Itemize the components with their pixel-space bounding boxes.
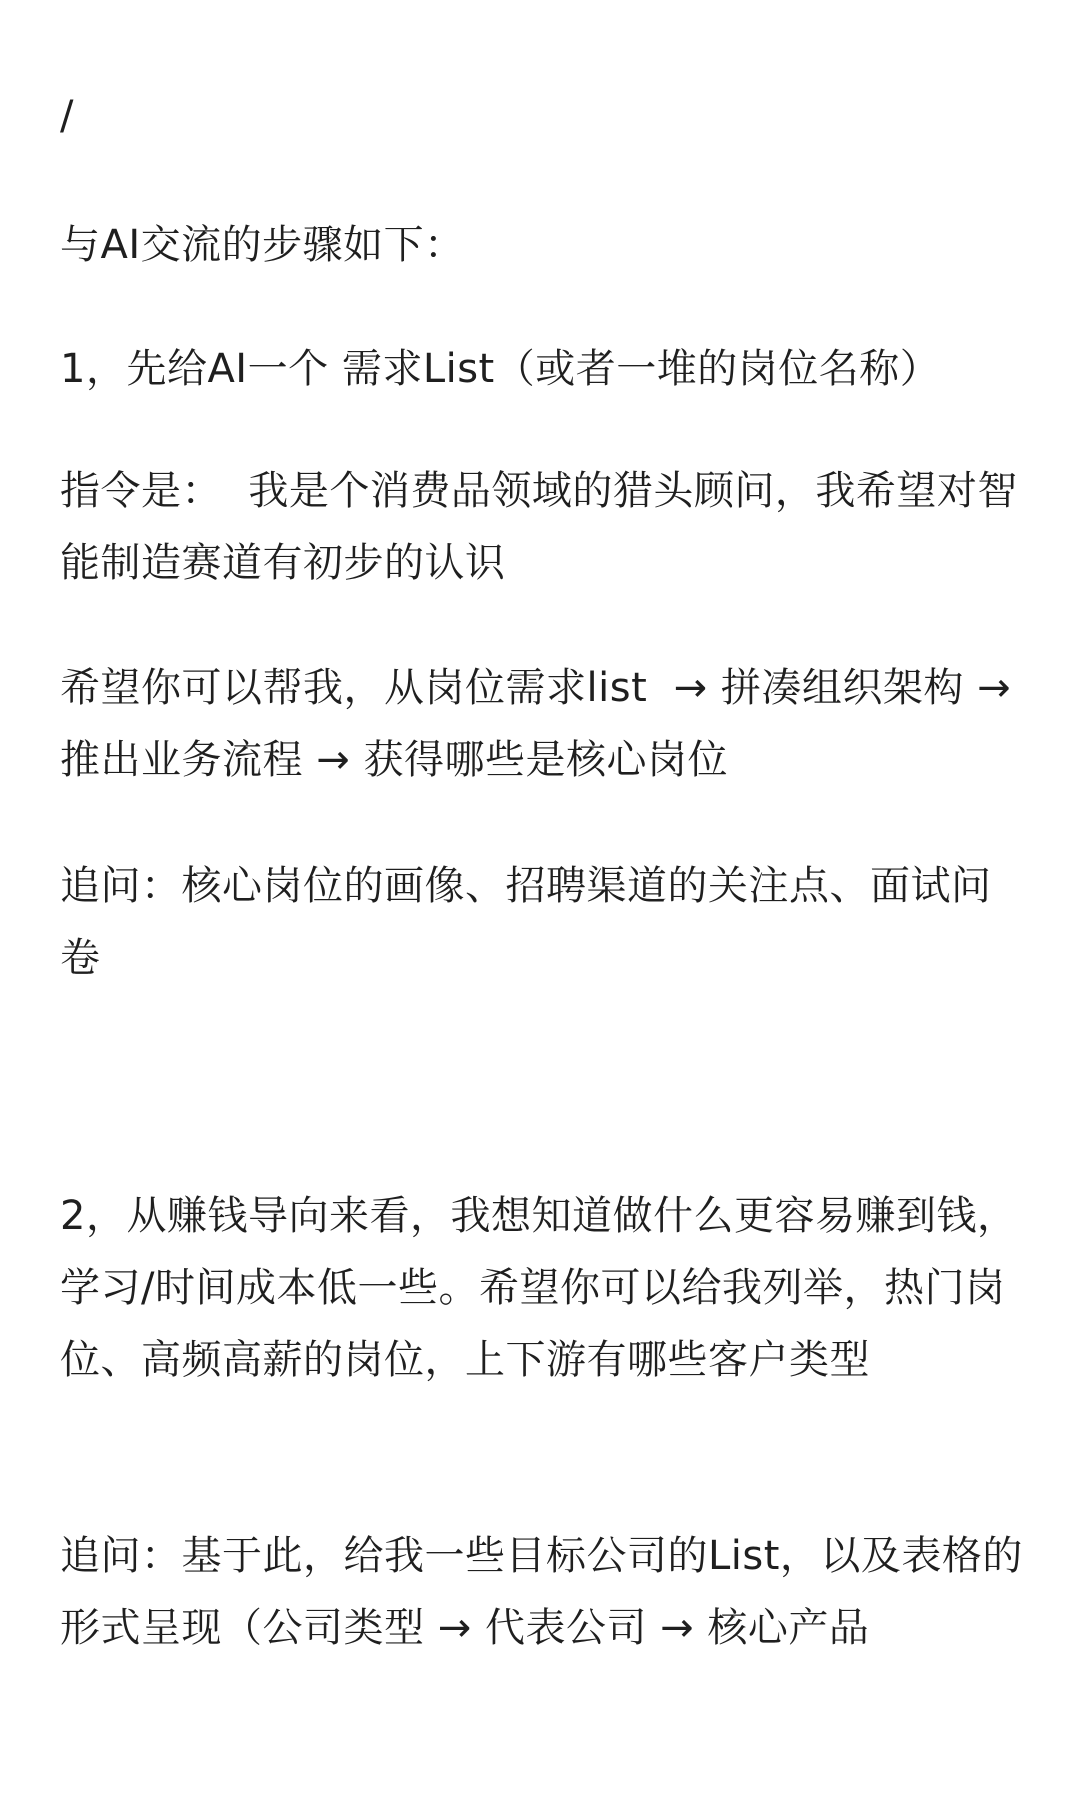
intro-paragraph: 与AI交流的步骤如下： (60, 222, 465, 268)
followup-2-paragraph: 追问：基于此，给我一些目标公司的List，以及表格的形式呈现（公司类型 → 代表公司 → 核心产品 (60, 1533, 1023, 1651)
followup-1-paragraph: 追问：核心岗位的画像、招聘渠道的关注点、面试问卷 (60, 863, 992, 981)
instruction-paragraph: 指令是： 我是个消费品领域的猎头顾问，我希望对智能制造赛道有初步的认识 (60, 468, 1018, 586)
slash-line: / (60, 93, 74, 139)
step-2-paragraph: 2，从赚钱导向来看，我想知道做什么更容易赚到钱，学习/时间成本低一些。希望你可以给我列举，热门岗位、高频高薪的岗位，上下游有哪些客户类型 (60, 1193, 1018, 1383)
step-1-paragraph: 1，先给AI一个 需求List（或者一堆的岗位名称） (60, 346, 941, 392)
hope-paragraph: 希望你可以帮我，从岗位需求list → 拼凑组织架构 → 推出业务流程 → 获得哪些是核心岗位 (60, 665, 1025, 783)
